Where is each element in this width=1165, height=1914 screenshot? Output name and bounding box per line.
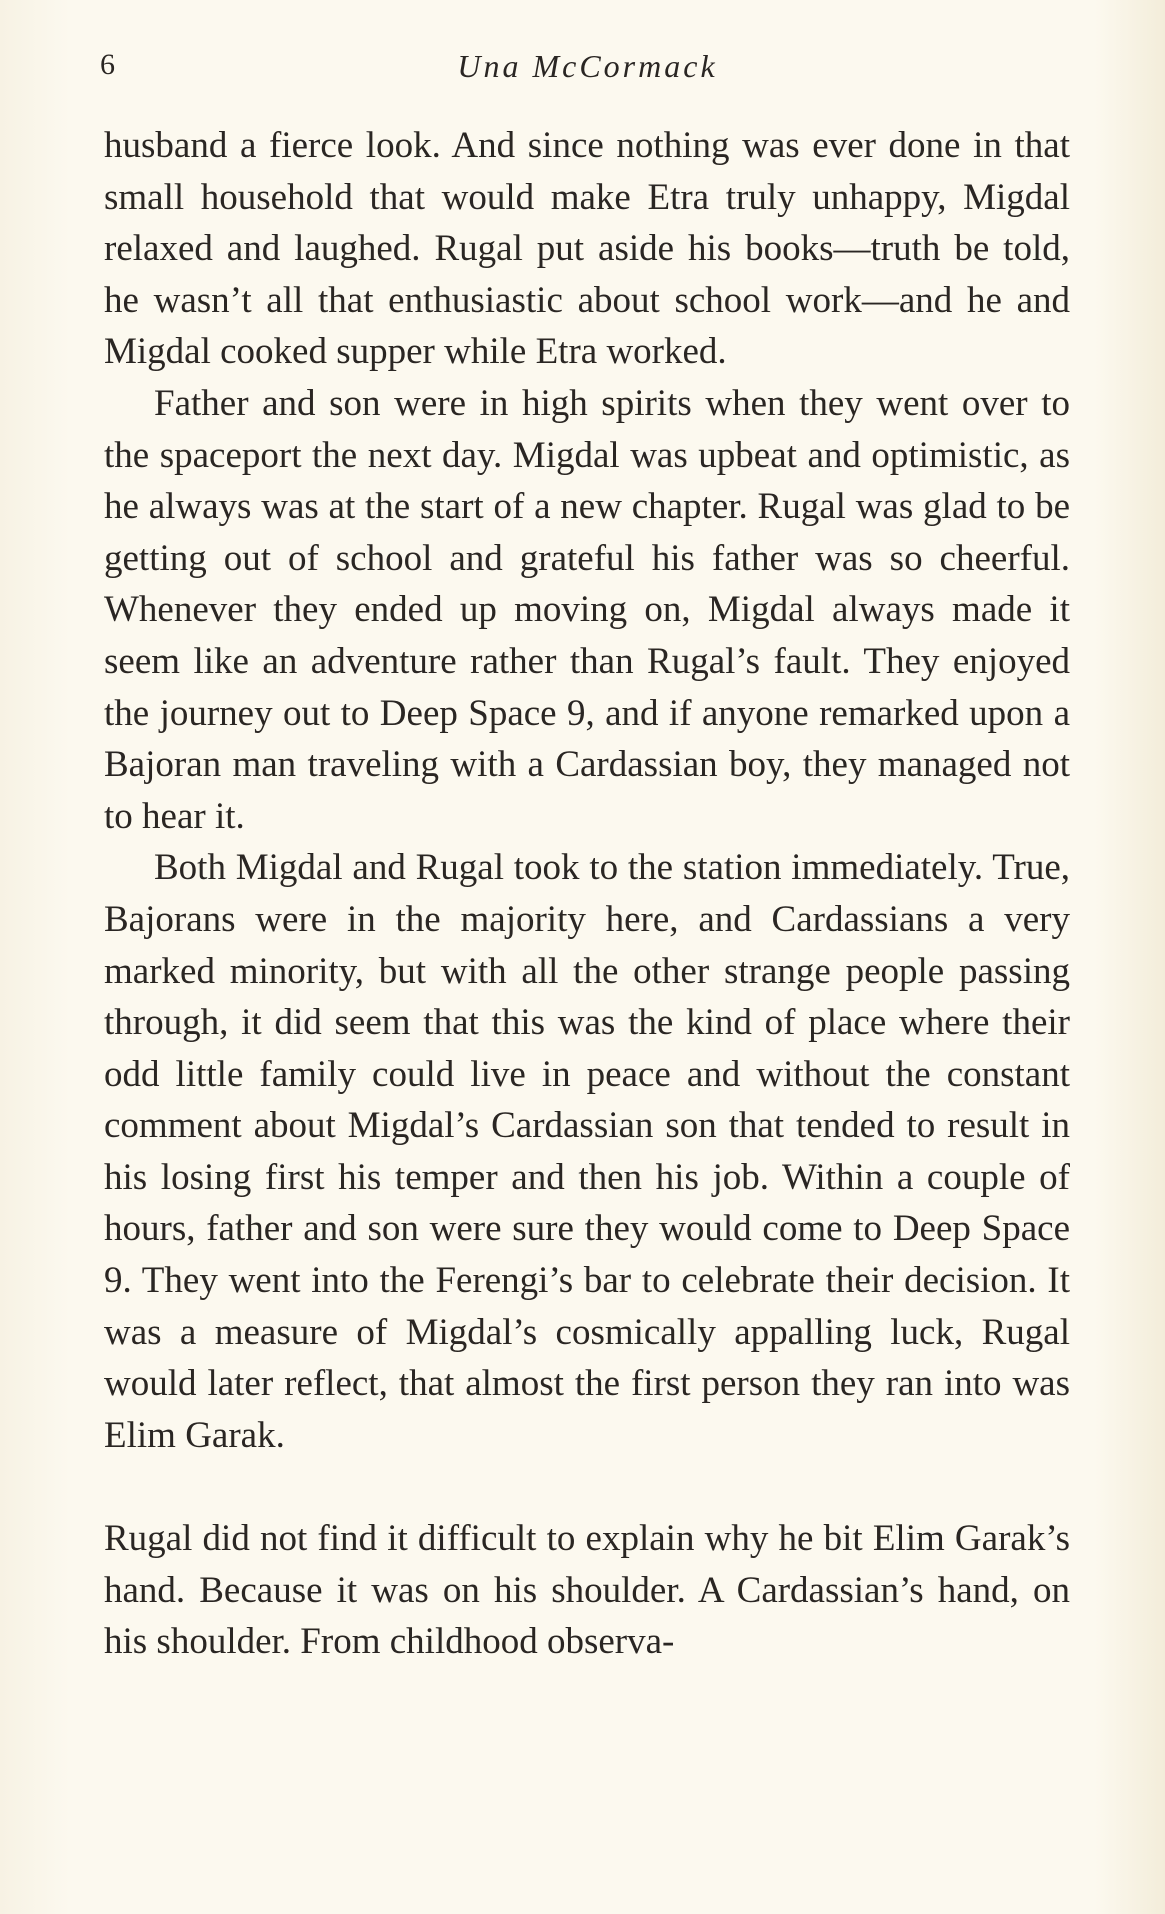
page-header [100, 48, 1075, 98]
paragraph-1: husband a fierce look. And since nothing was ever done in that small household that would make Etra truly unhappy, Migdal relaxed and laughed. Rugal put aside his books—truth be told, he wasn’t all that enthusiastic about school work—and he and Migdal cooked supper while Etra worked. [104, 125, 1070, 373]
section-break [104, 1461, 1070, 1513]
paragraph-2: Father and son were in high spirits when they went over to the spaceport the next day. Migdal was upbeat and optimistic, as he always was at the start of a new chapter. Rugal was glad to be getting out of school and grateful his father was so cheerful. Whenever they ended up moving on, Migdal always made it seem like an adventure rather than Rugal’s fault. They enjoyed the journey out to Deep Space 9, and if anyone remarked upon a Bajoran man traveling with a Cardassian boy, they managed not to hear it. [104, 382, 1070, 837]
body-text [104, 120, 1070, 1668]
running-head: Una McCormack [457, 48, 718, 84]
page-number: 6 [100, 48, 115, 81]
paragraph-4: Rugal did not find it difficult to explain why he bit Elim Garak’s hand. Because it was on his shoulder. A Cardassian’s hand, on his shoulder. From childhood observa- [104, 1518, 1070, 1663]
paragraph-3: Both Migdal and Rugal took to the station immediately. True, Bajorans were in the majority here, and Cardassians a very marked minority, but with all the other strange people passing through, it did seem that this was the kind of place where their odd little family could live in peace and without the constant comment about Migdal’s Cardassian son that tended to result in his losing first his temper and then his job. Within a couple of hours, father and son were sure they would come to Deep Space 9. They went into the Ferengi’s bar to celebrate their decision. It was a measure of Migdal’s cosmically appalling luck, Rugal would later reflect, that almost the first person they ran into was Elim Garak. [104, 847, 1070, 1456]
